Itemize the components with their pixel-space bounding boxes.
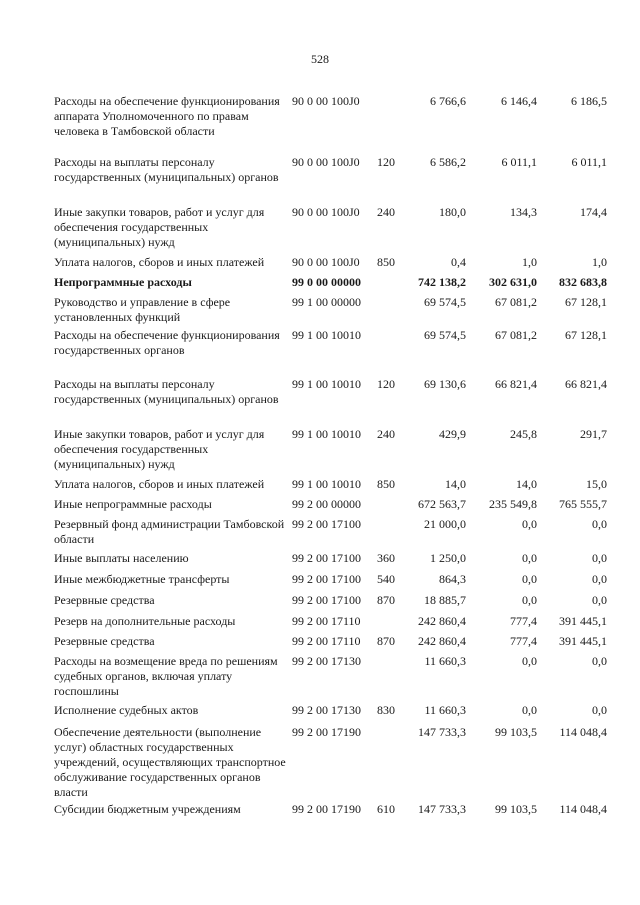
row-code: 99 2 00 17130 bbox=[292, 703, 361, 717]
row-code: 90 0 00 100J0 bbox=[292, 155, 360, 169]
row-value-3: 832 683,8 bbox=[559, 275, 607, 289]
row-code: 90 0 00 100J0 bbox=[292, 94, 360, 108]
row-value-1: 242 860,4 bbox=[418, 614, 466, 628]
row-code: 90 0 00 100J0 bbox=[292, 205, 360, 219]
row-code: 99 1 00 10010 bbox=[292, 377, 361, 391]
row-expense-type: 850 bbox=[377, 477, 395, 491]
row-code: 99 0 00 00000 bbox=[292, 275, 361, 289]
row-value-1: 864,3 bbox=[439, 572, 466, 586]
row-code: 99 2 00 17110 bbox=[292, 634, 361, 648]
row-value-2: 0,0 bbox=[522, 703, 537, 717]
row-value-2: 6 011,1 bbox=[501, 155, 537, 169]
row-value-3: 66 821,4 bbox=[565, 377, 607, 391]
row-value-2: 67 081,2 bbox=[495, 328, 537, 342]
row-value-2: 1,0 bbox=[522, 255, 537, 269]
row-value-3: 114 048,4 bbox=[559, 802, 607, 816]
row-name: Резерв на дополнительные расходы bbox=[54, 614, 236, 628]
row-value-3: 6 186,5 bbox=[571, 94, 607, 108]
row-name: Расходы на выплаты персоналу государственных (муниципальных) органов bbox=[54, 155, 279, 184]
row-value-1: 242 860,4 bbox=[418, 634, 466, 648]
row-value-1: 6 586,2 bbox=[430, 155, 466, 169]
row-expense-type: 240 bbox=[377, 205, 395, 219]
row-name: Иные выплаты населению bbox=[54, 551, 189, 565]
row-value-3: 391 445,1 bbox=[559, 634, 607, 648]
row-value-1: 147 733,3 bbox=[418, 802, 466, 816]
row-value-1: 21 000,0 bbox=[424, 517, 466, 531]
row-name: Субсидии бюджетным учреждениям bbox=[54, 802, 241, 816]
row-code: 99 2 00 17100 bbox=[292, 517, 361, 531]
row-value-2: 235 549,8 bbox=[489, 497, 537, 511]
row-value-3: 391 445,1 bbox=[559, 614, 607, 628]
row-value-2: 99 103,5 bbox=[495, 725, 537, 739]
row-value-2: 66 821,4 bbox=[495, 377, 537, 391]
row-name: Резервные средства bbox=[54, 593, 155, 607]
row-name: Руководство и управление в сфере установленных функций bbox=[54, 295, 231, 324]
row-value-1: 742 138,2 bbox=[418, 275, 466, 289]
row-code: 99 2 00 17190 bbox=[292, 802, 361, 816]
row-expense-type: 120 bbox=[377, 377, 395, 391]
row-code: 99 2 00 17100 bbox=[292, 593, 361, 607]
row-value-1: 11 660,3 bbox=[424, 654, 466, 668]
row-value-3: 0,0 bbox=[592, 551, 607, 565]
row-value-3: 0,0 bbox=[592, 517, 607, 531]
row-code: 99 2 00 17110 bbox=[292, 614, 361, 628]
row-value-1: 672 563,7 bbox=[418, 497, 466, 511]
row-value-1: 18 885,7 bbox=[424, 593, 466, 607]
row-name: Резервные средства bbox=[54, 634, 155, 648]
row-name: Иные непрограммные расходы bbox=[54, 497, 212, 511]
row-value-3: 67 128,1 bbox=[565, 295, 607, 309]
row-name: Расходы на обеспечение функционирования аппарата Уполномоченного по правам человека в Тамбовской области bbox=[54, 94, 280, 138]
row-expense-type: 870 bbox=[377, 634, 395, 648]
row-value-3: 114 048,4 bbox=[559, 725, 607, 739]
row-value-3: 0,0 bbox=[592, 654, 607, 668]
row-value-1: 6 766,6 bbox=[430, 94, 466, 108]
row-value-2: 6 146,4 bbox=[501, 94, 537, 108]
row-value-2: 0,0 bbox=[522, 517, 537, 531]
row-value-3: 291,7 bbox=[580, 427, 607, 441]
row-value-3: 174,4 bbox=[580, 205, 607, 219]
row-value-2: 67 081,2 bbox=[495, 295, 537, 309]
row-name: Резервный фонд администрации Тамбовской области bbox=[54, 517, 285, 546]
row-code: 99 2 00 17100 bbox=[292, 572, 361, 586]
row-value-3: 765 555,7 bbox=[559, 497, 607, 511]
row-name: Обеспечение деятельности (выполнение услуг) областных государственных учреждений, осуществляющих транспортное обслуживание государственных органов власти bbox=[54, 725, 286, 799]
row-code: 99 2 00 00000 bbox=[292, 497, 361, 511]
row-name: Уплата налогов, сборов и иных платежей bbox=[54, 255, 265, 269]
row-value-2: 777,4 bbox=[510, 634, 537, 648]
row-value-1: 1 250,0 bbox=[430, 551, 466, 565]
row-value-2: 777,4 bbox=[510, 614, 537, 628]
row-value-3: 15,0 bbox=[586, 477, 607, 491]
row-value-2: 0,0 bbox=[522, 654, 537, 668]
row-code: 99 2 00 17100 bbox=[292, 551, 361, 565]
row-expense-type: 830 bbox=[377, 703, 395, 717]
row-value-1: 147 733,3 bbox=[418, 725, 466, 739]
row-name: Исполнение судебных актов bbox=[54, 703, 199, 717]
row-code: 99 1 00 10010 bbox=[292, 427, 361, 441]
row-value-1: 69 574,5 bbox=[424, 328, 466, 342]
row-value-2: 99 103,5 bbox=[495, 802, 537, 816]
row-value-1: 11 660,3 bbox=[424, 703, 466, 717]
row-name: Уплата налогов, сборов и иных платежей bbox=[54, 477, 265, 491]
row-value-3: 0,0 bbox=[592, 572, 607, 586]
row-name: Расходы на обеспечение функционирования государственных органов bbox=[54, 328, 280, 357]
row-value-2: 0,0 bbox=[522, 551, 537, 565]
row-value-2: 245,8 bbox=[510, 427, 537, 441]
row-value-1: 14,0 bbox=[445, 477, 466, 491]
row-value-1: 69 130,6 bbox=[424, 377, 466, 391]
row-expense-type: 870 bbox=[377, 593, 395, 607]
row-name: Иные межбюджетные трансферты bbox=[54, 572, 230, 586]
row-code: 99 2 00 17190 bbox=[292, 725, 361, 739]
row-name: Иные закупки товаров, работ и услуг для обеспечения государственных (муниципальных) нужд bbox=[54, 205, 265, 249]
row-value-2: 0,0 bbox=[522, 593, 537, 607]
row-code: 90 0 00 100J0 bbox=[292, 255, 360, 269]
row-value-2: 302 631,0 bbox=[489, 275, 537, 289]
row-value-1: 0,4 bbox=[451, 255, 466, 269]
row-expense-type: 540 bbox=[377, 572, 395, 586]
row-value-1: 180,0 bbox=[439, 205, 466, 219]
row-name: Непрограммные расходы bbox=[54, 275, 192, 289]
row-expense-type: 850 bbox=[377, 255, 395, 269]
row-value-2: 0,0 bbox=[522, 572, 537, 586]
row-code: 99 1 00 00000 bbox=[292, 295, 361, 309]
row-code: 99 2 00 17130 bbox=[292, 654, 361, 668]
row-expense-type: 240 bbox=[377, 427, 395, 441]
row-code: 99 1 00 10010 bbox=[292, 477, 361, 491]
page-number: 528 bbox=[311, 52, 329, 66]
row-value-2: 14,0 bbox=[516, 477, 537, 491]
row-expense-type: 120 bbox=[377, 155, 395, 169]
row-name: Иные закупки товаров, работ и услуг для обеспечения государственных (муниципальных) нужд bbox=[54, 427, 265, 471]
row-value-1: 429,9 bbox=[439, 427, 466, 441]
row-expense-type: 360 bbox=[377, 551, 395, 565]
row-value-2: 134,3 bbox=[510, 205, 537, 219]
row-name: Расходы на выплаты персоналу государственных (муниципальных) органов bbox=[54, 377, 279, 406]
row-value-3: 0,0 bbox=[592, 703, 607, 717]
row-code: 99 1 00 10010 bbox=[292, 328, 361, 342]
row-value-3: 1,0 bbox=[592, 255, 607, 269]
row-expense-type: 610 bbox=[377, 802, 395, 816]
row-value-3: 0,0 bbox=[592, 593, 607, 607]
row-value-3: 67 128,1 bbox=[565, 328, 607, 342]
row-value-1: 69 574,5 bbox=[424, 295, 466, 309]
row-name: Расходы на возмещение вреда по решениям судебных органов, включая уплату госпошлины bbox=[54, 654, 278, 698]
row-value-3: 6 011,1 bbox=[571, 155, 607, 169]
